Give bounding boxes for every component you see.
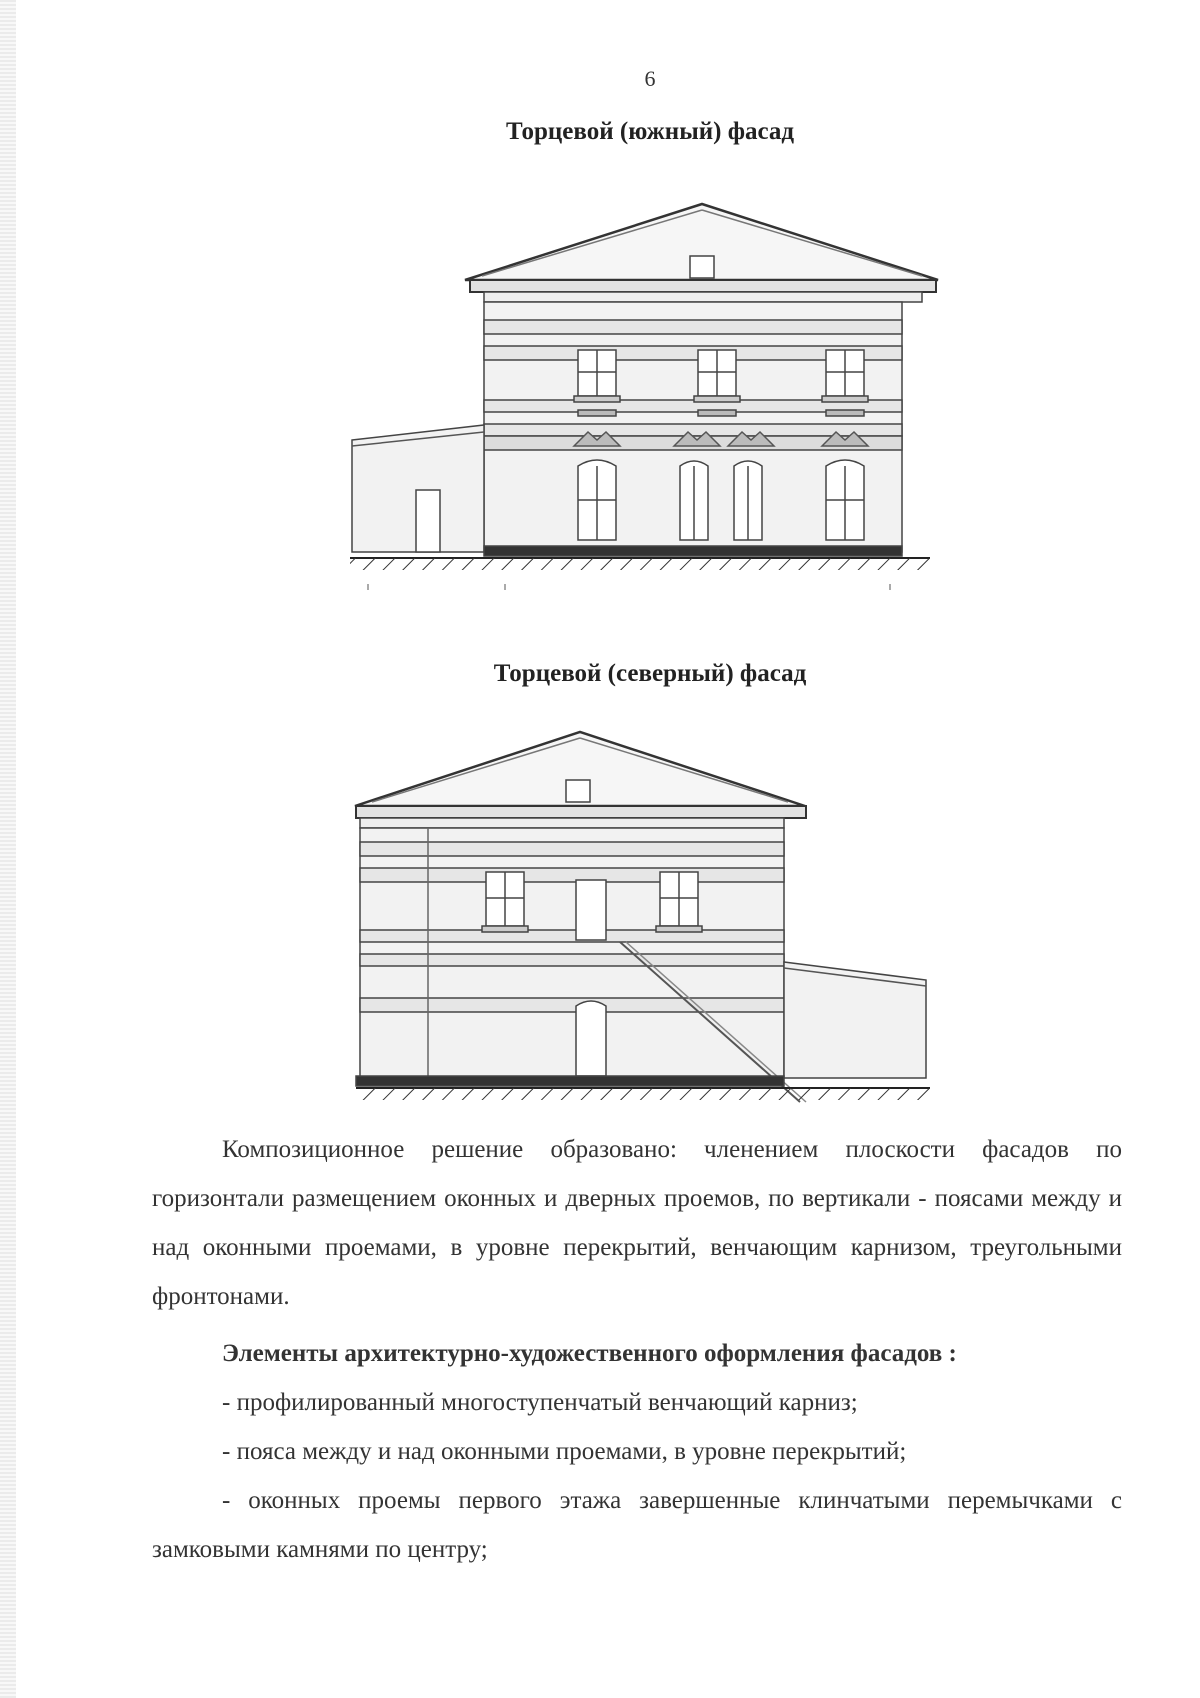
list-item: - оконных проемы первого этажа завершенные клинчатыми перемычками с замковыми камнями по центру; [152, 1487, 1122, 1563]
north-facade-drawing [0, 730, 1200, 1130]
attic-vent [566, 780, 590, 802]
south-facade-caption: Торцевой (южный) фасад [505, 118, 795, 145]
lower-door [576, 1001, 606, 1076]
ground-hatch [356, 1088, 930, 1100]
plinth [356, 1076, 784, 1086]
ground-hatch [350, 558, 930, 570]
elements-heading: Элементы архитектурно-художественного оформления фасадов : [222, 1340, 957, 1367]
side-annex [784, 962, 926, 1078]
north-facade-caption: Торцевой (северный) фасад [493, 660, 807, 687]
list-item: - профилированный многоступенчатый венчающий карниз; [222, 1389, 858, 1416]
upper-door [576, 880, 606, 940]
building-body [360, 828, 784, 1078]
cornice [356, 806, 806, 818]
south-facade-drawing [0, 200, 1200, 650]
plinth [484, 546, 902, 556]
body-text [152, 1125, 1122, 1574]
list-item: - пояса между и над оконными проемами, в уровне перекрытий; [222, 1438, 907, 1465]
page-number: 6 [644, 66, 656, 91]
annex-door [416, 490, 440, 552]
attic-vent [690, 256, 714, 278]
composition-paragraph: Композиционное решение образовано: членением плоскости фасадов по горизонтали размещением оконных и дверных проемов, по вертикали - поясами между и над оконными проемами, в уровне перекрытий, венчающим карнизом, треугольными фронтонами. [152, 1136, 1122, 1310]
cornice [470, 280, 936, 292]
